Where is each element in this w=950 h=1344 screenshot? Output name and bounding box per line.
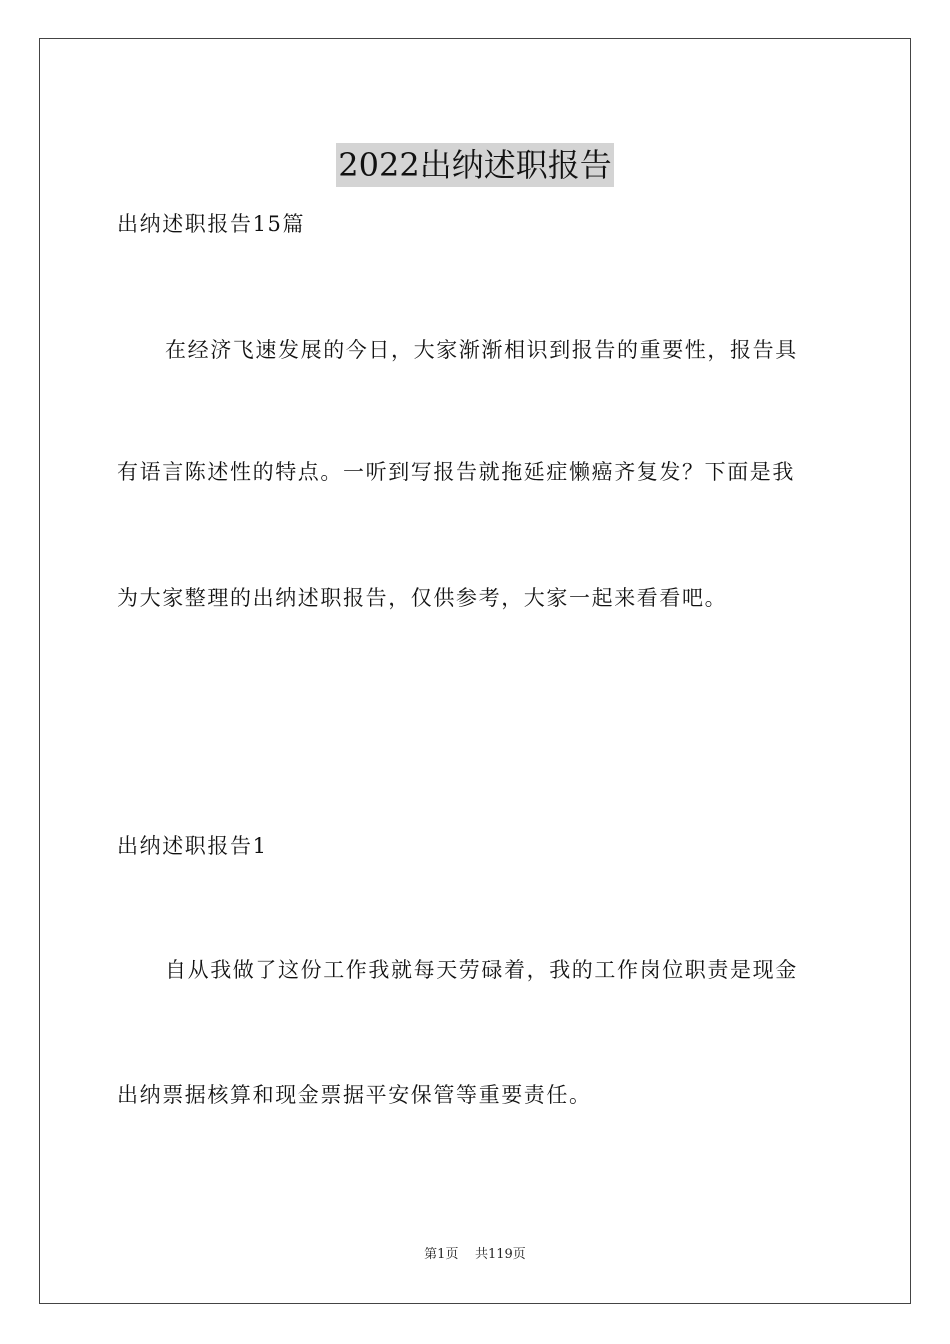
intro-line-1: 在经济飞速发展的今日，大家渐渐相识到报告的重要性，报告具 (165, 338, 798, 362)
intro-line-3: 为大家整理的出纳述职报告，仅供参考，大家一起来看看吧。 (117, 586, 728, 610)
document-subtitle: 出纳述职报告15篇 (117, 212, 306, 236)
total-pages: 共119页 (474, 1247, 526, 1262)
page-footer (0, 1246, 950, 1264)
section-heading: 出纳述职报告1 (117, 834, 268, 858)
document-title: 2022出纳述职报告 (336, 143, 613, 187)
page-number: 第1页 (424, 1247, 459, 1262)
section-line-1: 自从我做了这份工作我就每天劳碌着，我的工作岗位职责是现金 (165, 958, 798, 982)
section-line-2: 出纳票据核算和现金票据平安保管等重要责任。 (117, 1083, 592, 1107)
title-container (0, 122, 950, 209)
intro-line-2: 有语言陈述性的特点。一听到写报告就拖延症懒癌齐复发？下面是我 (117, 460, 795, 484)
